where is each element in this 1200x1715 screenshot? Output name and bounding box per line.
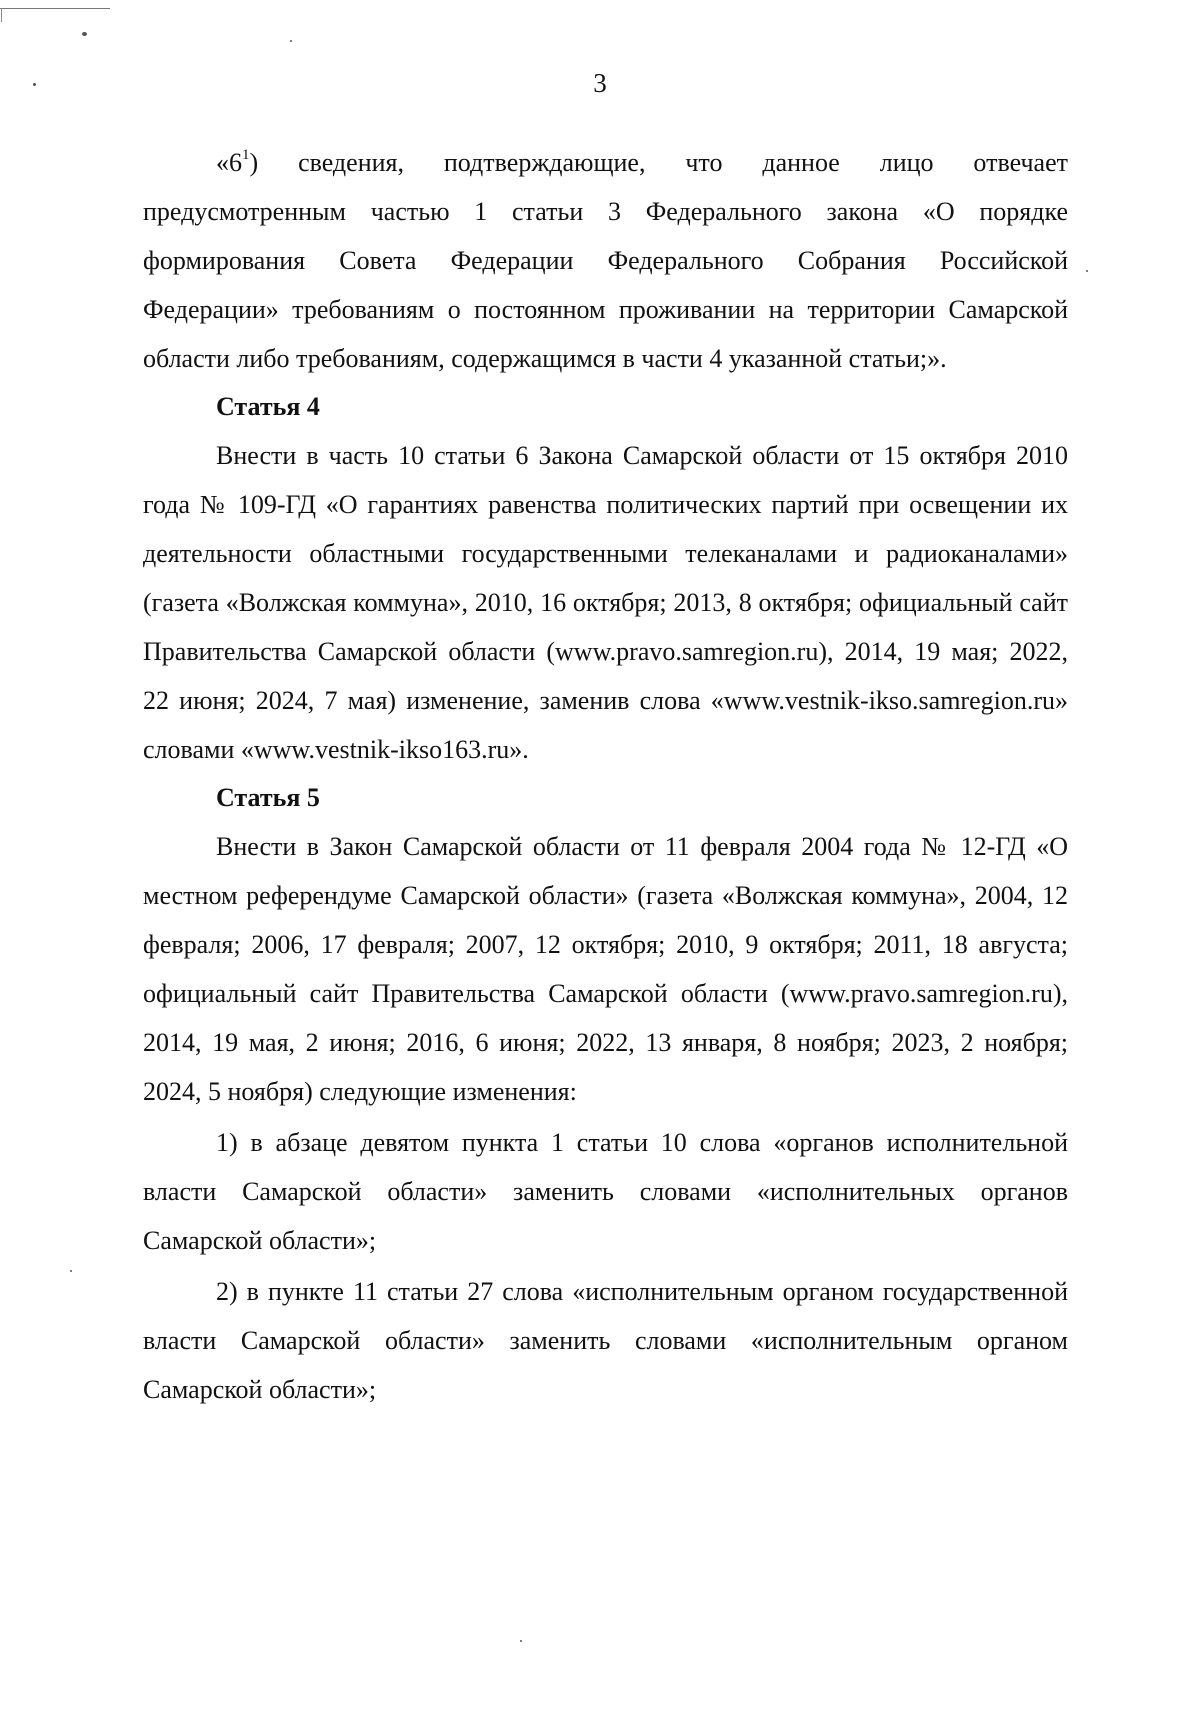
article-5-item-1: 1) в абзаце девятом пункта 1 статьи 10 слова «органов исполнительной власти Самарской области» заменить словами «исполнительных органов Самарской области»;: [143, 1128, 1068, 1255]
scan-speck: [70, 1270, 72, 1272]
scan-speck: [82, 32, 87, 36]
scan-speck: [520, 1640, 522, 1642]
scan-edge-mark: [1, 8, 2, 22]
article-5-text: Внести в Закон Самарской области от 11 февраля 2004 года № 12-ГД «О местном референдуме Самарской области» (газета «Волжская коммуна», 2004, 12 февраля; 2006, 17 февраля; 2007, 12 октября; 2010, 9 октября; 2011, 18 августа; официальный сайт Правительства Самарской области (www.pravo.samregion.ru), 2014, 19 мая, 2 июня; 2016, 6 июня; 2022, 13 января, 8 ноября; 2023, 2 ноября; 2024, 5 ноября) следующие изменения:: [143, 832, 1068, 1106]
paragraph-text: ) сведения, подтверждающие, что данное лицо отвечает предусмотренным частью 1 статьи 3 Федерального закона «О порядке формирования Совета Федерации Федерального Собрания Российской Федерации» требованиям о постоянном проживании на территории Самарской области либо требованиям, содержащимся в части 4 указанной статьи;».: [143, 148, 1068, 373]
scan-speck: [290, 40, 292, 42]
article-4-text: Внести в часть 10 статьи 6 Закона Самарской области от 15 октября 2010 года № 109-ГД «О гарантиях равенства политических партий при освещении их деятельности областными государственными телеканалами и радиоканалами» (газета «Волжская коммуна», 2010, 16 октября; 2013, 8 октября; официальный сайт Правительства Самарской области (www.pravo.samregion.ru), 2014, 19 мая; 2022, 22 июня; 2024, 7 мая) изменение, заменив слова «www.vestnik-ikso.samregion.ru» словами «www.vestnik-ikso163.ru».: [143, 441, 1068, 764]
article-5-heading: Статья 5: [216, 783, 320, 812]
article-4-heading: Статья 4: [216, 392, 320, 421]
paragraph-6-1: [143, 138, 1068, 383]
superscript-number: 1: [242, 147, 250, 164]
article-5-item-2: 2) в пункте 11 статьи 27 слова «исполнительным органом государственной власти Самарской области» заменить словами «исполнительным органом Самарской области»;: [143, 1277, 1068, 1404]
scan-speck: [1086, 270, 1088, 272]
page-number: 3: [593, 68, 607, 98]
scan-edge-line: [0, 8, 110, 9]
paragraph-lead: «6: [216, 148, 242, 177]
document-body: [143, 138, 1068, 1414]
